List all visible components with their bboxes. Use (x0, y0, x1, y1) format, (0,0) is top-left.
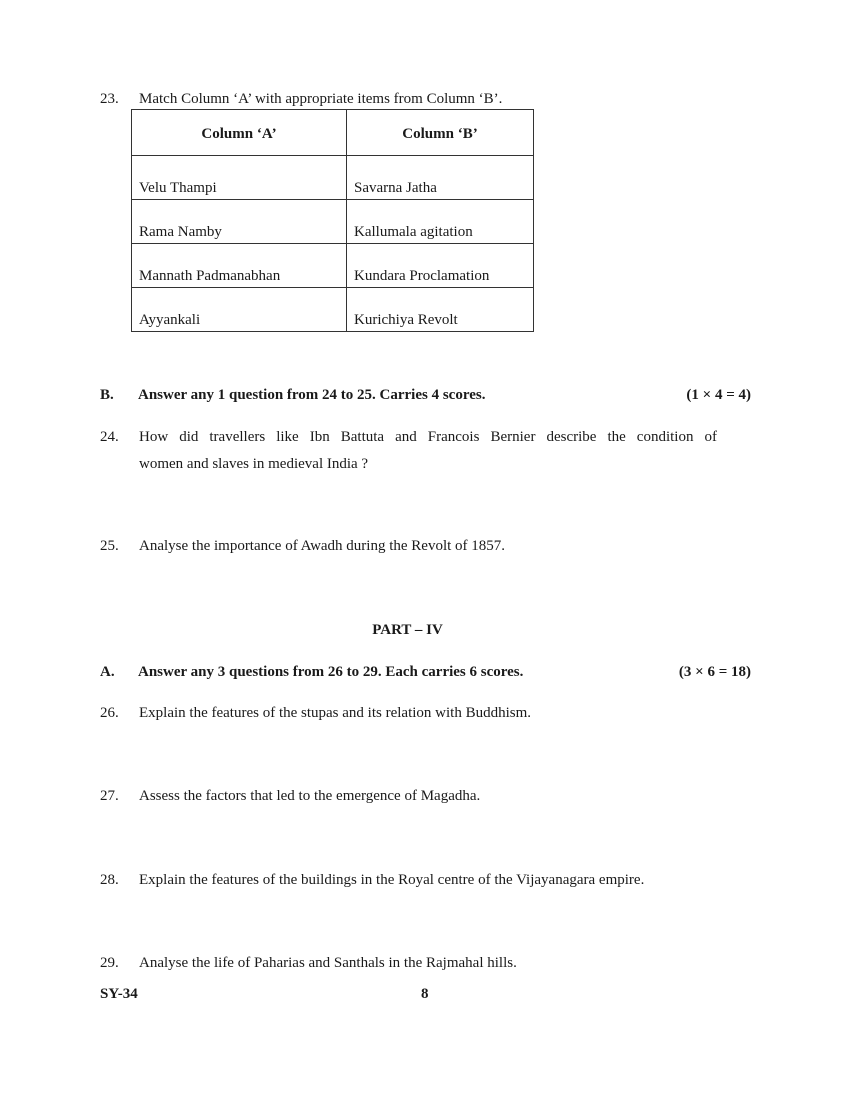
section-a-label: A. (100, 664, 115, 680)
part-title: PART – IV (372, 622, 443, 638)
question-29-number: 29. (100, 955, 119, 971)
question-29-text: Analyse the life of Paharias and Santhals in the Rajmahal hills. (139, 955, 517, 971)
table-row (132, 156, 534, 200)
table-header-row (132, 110, 534, 156)
question-24-line-2: women and slaves in medieval India ? (139, 456, 369, 472)
section-b-instruction: Answer any 1 question from 24 to 25. Carries 4 scores. (138, 387, 486, 403)
question-23-text: Match Column ‘A’ with appropriate items from Column ‘B’. (139, 91, 503, 107)
table-header-column-a: Column ‘A’ (132, 110, 347, 156)
section-b-label: B. (100, 387, 114, 403)
question-25-number: 25. (100, 538, 119, 554)
match-table (131, 109, 534, 332)
question-28-number: 28. (100, 872, 119, 888)
table-cell: Kundara Proclamation (347, 244, 534, 288)
section-b-marks: (1 × 4 = 4) (686, 387, 751, 403)
page-number: 8 (421, 986, 429, 1002)
table-cell: Savarna Jatha (347, 156, 534, 200)
question-27-number: 27. (100, 788, 119, 804)
section-a-marks: (3 × 6 = 18) (678, 664, 751, 680)
question-26-number: 26. (100, 705, 119, 721)
table-header-column-b: Column ‘B’ (347, 110, 534, 156)
question-23-number: 23. (100, 91, 119, 107)
table-cell: Mannath Padmanabhan (132, 244, 347, 288)
question-24-number: 24. (100, 429, 119, 445)
table-row (132, 288, 534, 332)
question-24-line-1: How did travellers like Ibn Battuta and Francois Bernier describe the condition of (139, 429, 717, 445)
table-cell: Rama Namby (132, 200, 347, 244)
question-27-text: Assess the factors that led to the emergence of Magadha. (139, 788, 481, 804)
table-row (132, 244, 534, 288)
table-cell: Kurichiya Revolt (347, 288, 534, 332)
question-26-text: Explain the features of the stupas and its relation with Buddhism. (139, 705, 532, 721)
table-row (132, 200, 534, 244)
question-28-text: Explain the features of the buildings in the Royal centre of the Vijayanagara empire. (139, 872, 645, 888)
table-cell: Kallumala agitation (347, 200, 534, 244)
footer-code: SY-34 (100, 986, 138, 1002)
section-a-instruction: Answer any 3 questions from 26 to 29. Each carries 6 scores. (138, 664, 524, 680)
table-cell: Ayyankali (132, 288, 347, 332)
question-25-text: Analyse the importance of Awadh during the Revolt of 1857. (139, 538, 506, 554)
table-cell: Velu Thampi (132, 156, 347, 200)
